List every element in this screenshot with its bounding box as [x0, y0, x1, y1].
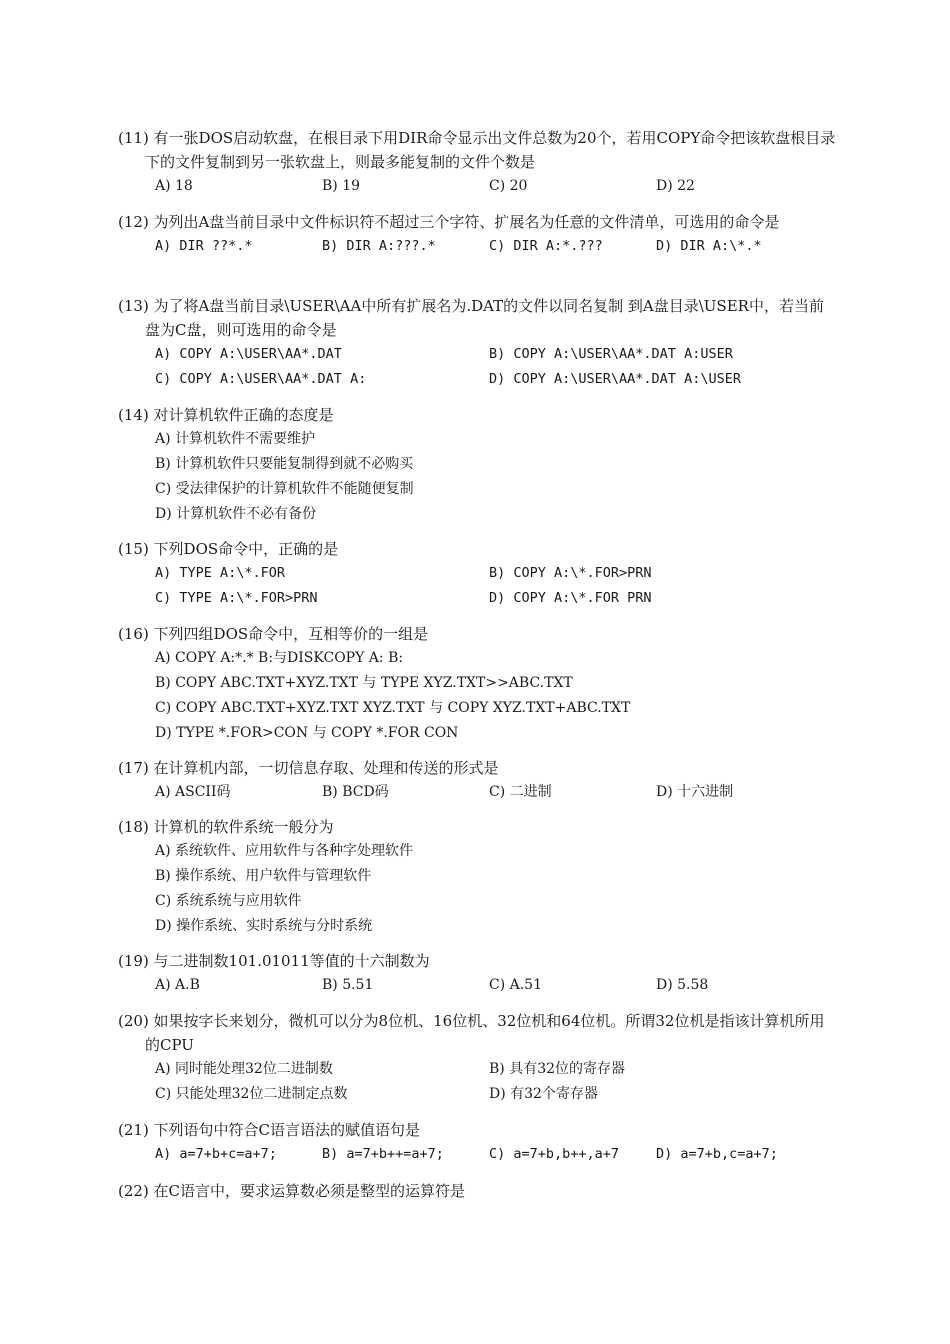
option-c: C) 只能处理32位二进制定点数 — [155, 1086, 348, 1102]
question-12 — [118, 210, 838, 259]
option-b: B) COPY A:\*.FOR>PRN — [489, 565, 652, 581]
option-row — [155, 1142, 838, 1167]
option-b: B) 具有32位的寄存器 — [489, 1061, 626, 1077]
option-row — [155, 561, 838, 586]
question-stem: (13) 为了将A盘当前目录\USER\AA中所有扩展名为.DAT的文件以同名复制 到A盘目录\USER中，若当前盘为C盘，则可选用的命令是 — [118, 297, 824, 339]
option-b: B) DIR A:???.* — [322, 238, 436, 254]
question-stem: (17) 在计算机内部，一切信息存取、处理和传送的形式是 — [118, 759, 499, 777]
option-row — [155, 586, 838, 611]
option-row — [155, 174, 838, 199]
question-21 — [118, 1118, 838, 1167]
options — [155, 1057, 838, 1107]
options — [155, 427, 838, 527]
option-c: C) 二进制 — [489, 784, 552, 800]
options — [155, 234, 838, 259]
options — [155, 342, 838, 392]
question-stem: (16) 下列四组DOS命令中，互相等价的一组是 — [118, 625, 429, 643]
option-row — [155, 914, 838, 939]
option-row — [155, 696, 838, 721]
question-17 — [118, 756, 838, 805]
options — [155, 973, 838, 998]
option-a: A) COPY A:*.* B:与DISKCOPY A: B: — [155, 650, 404, 666]
option-a: A) A.B — [155, 977, 200, 993]
question-13 — [118, 294, 838, 392]
option-row — [155, 367, 838, 392]
question-stem: (19) 与二进制数101.01011等值的十六制数为 — [118, 952, 430, 970]
option-d: D) 十六进制 — [656, 784, 734, 800]
options — [155, 561, 838, 611]
options — [155, 839, 838, 939]
options — [155, 780, 838, 805]
option-a: A) a=7+b+c=a+7; — [155, 1146, 277, 1162]
option-row — [155, 1057, 838, 1082]
option-c: C) 系统系统与应用软件 — [155, 893, 302, 909]
options — [155, 646, 838, 746]
question-stem: (11) 有一张DOS启动软盘，在根目录下用DIR命令显示出文件总数为20个，若用COPY命令把该软盘根目录下的文件复制到另一张软盘上，则最多能复制的文件个数是 — [118, 129, 836, 171]
option-c: C) TYPE A:\*.FOR>PRN — [155, 590, 318, 606]
option-b: B) 计算机软件只要能复制得到就不必购买 — [155, 456, 414, 472]
question-stem: (15) 下列DOS命令中，正确的是 — [118, 540, 339, 558]
option-c: C) A.51 — [489, 977, 542, 993]
option-d: D) TYPE *.FOR>CON 与 COPY *.FOR CON — [155, 725, 459, 741]
question-14 — [118, 403, 838, 527]
option-b: B) COPY A:\USER\AA*.DAT A:USER — [489, 346, 733, 362]
option-a: A) 18 — [155, 178, 193, 194]
option-row — [155, 889, 838, 914]
option-a: A) 计算机软件不需要维护 — [155, 431, 316, 447]
question-20 — [118, 1009, 838, 1107]
option-row — [155, 646, 838, 671]
option-row — [155, 234, 838, 259]
options — [155, 174, 838, 199]
option-row — [155, 1082, 838, 1107]
question-16 — [118, 622, 838, 746]
option-d: D) COPY A:\*.FOR PRN — [489, 590, 652, 606]
option-a: A) DIR ??*.* — [155, 238, 253, 254]
option-b: B) 5.51 — [322, 977, 374, 993]
question-19 — [118, 949, 838, 998]
option-c: C) DIR A:*.??? — [489, 238, 603, 254]
question-stem: (14) 对计算机软件正确的态度是 — [118, 406, 334, 424]
question-stem: (18) 计算机的软件系统一般分为 — [118, 818, 334, 836]
option-c: C) COPY A:\USER\AA*.DAT A: — [155, 371, 367, 387]
option-c: C) COPY ABC.TXT+XYZ.TXT XYZ.TXT 与 COPY XYZ.TXT+ABC.TXT — [155, 700, 631, 716]
option-d: D) 计算机软件不必有备份 — [155, 506, 317, 522]
question-stem: (22) 在C语言中，要求运算数必须是整型的运算符是 — [118, 1182, 466, 1200]
question-11 — [118, 126, 838, 199]
option-row — [155, 780, 838, 805]
option-row — [155, 502, 838, 527]
question-15 — [118, 537, 838, 611]
option-d: D) DIR A:\*.* — [656, 238, 762, 254]
option-d: D) 5.58 — [656, 977, 709, 993]
option-d: D) COPY A:\USER\AA*.DAT A:\USER — [489, 371, 741, 387]
option-b: B) 19 — [322, 178, 361, 194]
option-d: D) 操作系统、实时系统与分时系统 — [155, 918, 373, 934]
option-b: B) 操作系统、用户软件与管理软件 — [155, 868, 372, 884]
option-row — [155, 427, 838, 452]
option-c: C) 20 — [489, 178, 528, 194]
option-d: D) 有32个寄存器 — [489, 1086, 598, 1102]
option-a: A) 系统软件、应用软件与各种字处理软件 — [155, 843, 414, 859]
option-a: A) TYPE A:\*.FOR — [155, 565, 286, 581]
options — [155, 1142, 838, 1167]
option-row — [155, 721, 838, 746]
option-b: B) a=7+b++=a+7; — [322, 1146, 444, 1162]
option-row — [155, 973, 838, 998]
option-row — [155, 452, 838, 477]
option-row — [155, 671, 838, 696]
question-stem: (20) 如果按字长来划分，微机可以分为8位机、16位机、32位机和64位机。所谓32位机是指该计算机所用的CPU — [118, 1012, 825, 1054]
question-stem: (21) 下列语句中符合C语言语法的赋值语句是 — [118, 1121, 421, 1139]
option-row — [155, 342, 838, 367]
option-a: A) 同时能处理32位二进制数 — [155, 1061, 333, 1077]
question-stem: (12) 为列出A盘当前目录中文件标识符不超过三个字符、扩展名为任意的文件清单，可选用的命令是 — [118, 213, 780, 231]
option-row — [155, 839, 838, 864]
option-row — [155, 477, 838, 502]
option-row — [155, 864, 838, 889]
option-a: A) ASCII码 — [155, 784, 231, 800]
option-d: D) a=7+b,c=a+7; — [656, 1146, 778, 1162]
option-d: D) 22 — [656, 178, 695, 194]
question-22 — [118, 1179, 838, 1203]
question-18 — [118, 815, 838, 939]
option-c: C) a=7+b,b++,a+7 — [489, 1146, 620, 1162]
option-c: C) 受法律保护的计算机软件不能随便复制 — [155, 481, 414, 497]
option-a: A) COPY A:\USER\AA*.DAT — [155, 346, 342, 362]
option-b: B) COPY ABC.TXT+XYZ.TXT 与 TYPE XYZ.TXT>>ABC.TXT — [155, 675, 573, 691]
option-b: B) BCD码 — [322, 784, 389, 800]
